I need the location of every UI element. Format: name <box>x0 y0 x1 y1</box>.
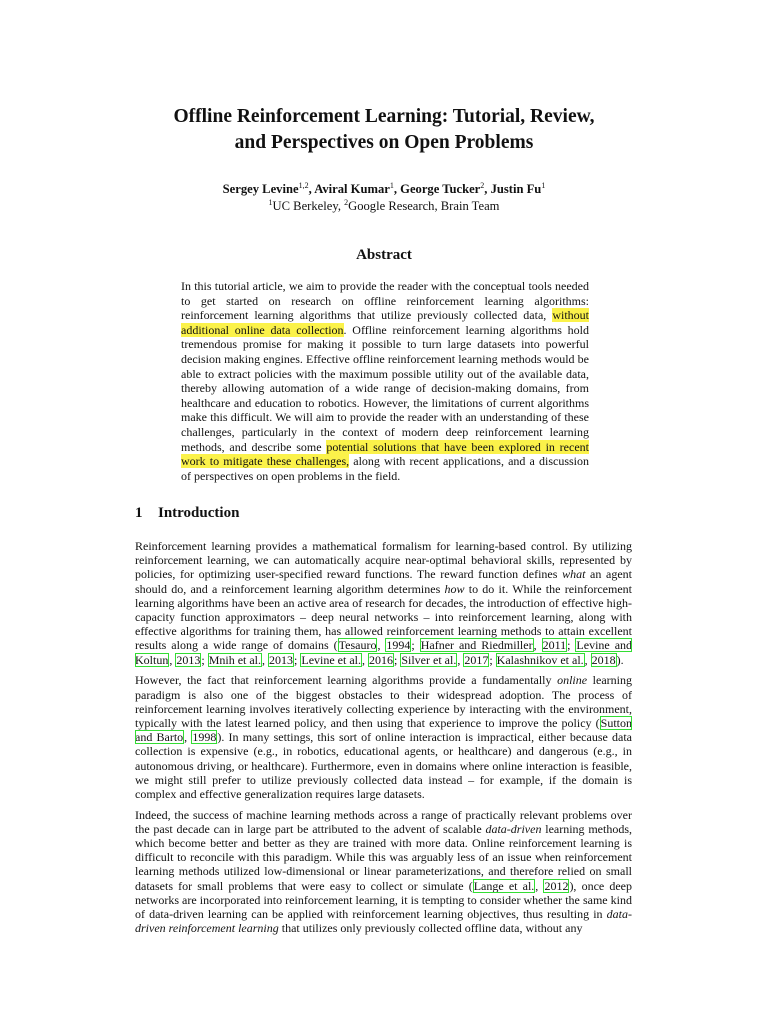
citation-link[interactable]: Levine and Koltun <box>135 638 633 667</box>
abstract-segment: along with recent applications, and a discussion of perspectives on open problems in the field. <box>181 454 589 483</box>
abstract-highlight: without additional online data collection <box>181 308 589 337</box>
affiliation-name: UC Berkeley <box>272 199 338 213</box>
citation-link[interactable]: 1994 <box>386 638 411 653</box>
emphasis: data-driven <box>485 821 542 836</box>
citation-link[interactable]: Kalashnikov et al. <box>496 652 584 667</box>
citation-link[interactable]: 1998 <box>192 730 217 745</box>
text-segment: ), once deep networks are incorporated into reinforcement learning, it is tempting to consider whether the same kind of data-driven learning can be applied with reinforcement learning objectives, thus resulting in <box>135 878 633 922</box>
author-affiliation-mark: 1 <box>541 180 546 190</box>
author-name: Sergey Levine <box>222 182 299 196</box>
text-segment: learning paradigm is also one of the biggest obstacles to their widespread adoption. The process of reinforcement learning involves iteratively collecting experience by interacting with the environment, typically with the latest learned policy, and then using that experience to improve the policy ( <box>135 673 632 730</box>
author-affiliation-mark: 1 <box>389 180 394 190</box>
author-affiliation-mark: 2 <box>480 180 485 190</box>
citation-link[interactable]: Silver et al. <box>401 652 457 667</box>
text-segment: to do it. While the reinforcement learning algorithms have been an active area of research for decades, the introduction of effective high-capacity function approximators – deep neural networks – into reinforcement learning, along with effective algorithms for training them, has allowed reinforcement learning methods to attain excellent results along a wide range of domains ( <box>135 581 632 653</box>
paragraph: However, the fact that reinforcement learning algorithms provide a fundamentally online learning paradigm is also one of the biggest obstacles to their widespread adoption. The process of reinforcement learning involves iteratively collecting experience by interacting with the environment, typically with the latest learned policy, and then using that experience to improve the policy (Sutton and Barto, 1998). In many settings, this sort of online interaction is impractical, either because data collection is expensive (e.g., in robotics, educational agents, or healthcare) and dangerous (e.g., in autonomous driving, or healthcare). Furthermore, even in domains where online interaction is feasible, we might still prefer to utilize previously collected data instead – for example, if the domain is complex and effective generalization requires large datasets. <box>135 673 632 801</box>
paragraph: Indeed, the success of machine learning methods across a range of practically relevant problems over the past decade can in large part be attributed to the advent of scalable data-driven learning methods, which become better and better as they are trained with more data. Online reinforcement learning is difficult to reconcile with this paradigm. While this was arguably less of an issue when reinforcement learning methods utilized low-dimensional or linear parameterizations, and therefore relied on small datasets for small problems that were easy to collect or simulate (Lange et al., 2012), once deep networks are incorporated into reinforcement learning, it is tempting to consider whether the same kind of data-driven learning can be applied with reinforcement learning objectives, thus resulting in data-driven reinforcement learning that utilizes only previously collected offline data, without any <box>135 807 633 936</box>
text-segment: However, the fact that reinforcement learning algorithms provide a fundamentally <box>135 673 558 688</box>
citation-link[interactable]: Hafner and Riedmiller <box>420 638 533 653</box>
emphasis: how <box>444 581 465 596</box>
citation-link[interactable]: Mnih et al. <box>208 652 262 667</box>
section-number: 1 <box>135 505 143 521</box>
abstract-text <box>181 279 589 483</box>
text-segment: an agent should do, and a reinforcement learning algorithm determines <box>135 567 632 596</box>
citation-link[interactable]: Lange et al. <box>473 878 535 893</box>
text-segment: Reinforcement learning provides a mathematical formalism for learning-based control. By utilizing reinforcement learning, we can automatically acquire near-optimal behavioral skills, represented by policies, for optimizing user-specified reward functions. The reward function defines <box>135 539 632 582</box>
affiliation-mark: 1 <box>268 197 273 207</box>
section-heading <box>135 505 239 522</box>
emphasis: online <box>557 673 588 688</box>
abstract-highlight: potential solutions that have been explored in recent work to mitigate these challenges, <box>181 439 589 469</box>
citation-link[interactable]: 2018 <box>591 652 616 667</box>
affiliation-mark: 2 <box>344 197 349 207</box>
author-name: Justin Fu <box>490 182 542 196</box>
citation-link[interactable]: 2017 <box>464 652 489 667</box>
affiliations: $^1$UC Berkeley, $^2$Google Research, Brain Team <box>268 197 500 213</box>
author-name: George Tucker <box>400 182 481 196</box>
abstract-heading: Abstract <box>356 247 412 263</box>
author-names: Sergey Levine$^{1,2}$, Aviral Kumar$^1$, George Tucker$^2$, Justin Fu$^1$ <box>222 180 546 196</box>
text-segment: that utilizes only previously collected offline data, without any <box>278 921 583 936</box>
author-block <box>80 181 688 215</box>
abstract-segment: . Offline reinforcement learning algorithms hold tremendous promise for making it possible to turn large datasets into powerful decision making engines. Effective offline reinforcement learning methods would be able to extract policies with the maximum possible utility out of the available data, thereby allowing automation of a wide range of decision-making domains, from healthcare and education to robotics. However, the limitations of current algorithms make this difficult. We will aim to provide the reader with an understanding of these challenges, particularly in the context of modern deep reinforcement learning methods, and describe some <box>181 322 589 454</box>
affiliation-name: Google Research, Brain Team <box>348 199 500 213</box>
text-segment: ). In many settings, this sort of online interaction is impractical, either because data collection is expensive (e.g., in robotics, educational agents, or healthcare) and dangerous (e.g., in autonomous driving, or healthcare). Furthermore, even in domains where online interaction is feasible, we might still prefer to utilize previously collected data instead – for example, if the domain is complex and effective generalization requires large datasets. <box>135 730 632 801</box>
abstract-segment: In this tutorial article, we aim to provide the reader with the conceptual tools needed to get started on research on offline reinforcement learning algorithms: reinforcement learning algorithms that utilize previously collected data, <box>181 279 589 323</box>
introduction-body <box>135 539 632 942</box>
citation-link[interactable]: 2013 <box>176 652 201 667</box>
citation-link[interactable]: Sutton and Barto <box>135 715 632 745</box>
citation-link[interactable]: 2012 <box>544 878 569 893</box>
citation-link[interactable]: Levine et al. <box>301 652 361 667</box>
author-affiliation-mark: 1,2 <box>298 180 309 190</box>
text-segment: ). <box>616 652 624 667</box>
section-title: Introduction <box>158 505 240 521</box>
title-line-1: Offline Reinforcement Learning: Tutorial, Review, <box>173 106 595 127</box>
citation-link[interactable]: 2016 <box>369 652 393 667</box>
paragraph: Reinforcement learning provides a mathematical formalism for learning-based control. By utilizing reinforcement learning, we can automatically acquire near-optimal behavioral skills, represented by policies, for optimizing user-specified reward functions. The reward function defines what an agent should do, and a reinforcement learning algorithm determines how to do it. While the reinforcement learning algorithms have been an active area of research for decades, the introduction of effective high-capacity function approximators – deep neural networks – into reinforcement learning, along with effective algorithms for training them, has allowed reinforcement learning methods to attain excellent results along a wide range of domains (Tesauro, 1994; Hafner and Riedmiller, 2011; Levine and Koltun, 2013; Mnih et al., 2013; Levine et al., 2016; Silver et al., 2017; Kalashnikov et al., 2018). <box>135 539 633 667</box>
citation-link[interactable]: 2011 <box>542 638 567 653</box>
text-segment: Indeed, the success of machine learning methods across a range of practically relevant problems over the past decade can in large part be attributed to the advent of scalable <box>135 807 632 836</box>
author-name: Aviral Kumar <box>314 182 390 196</box>
citation-link[interactable]: Tesauro <box>338 638 377 653</box>
emphasis: what <box>562 567 586 582</box>
citation-link[interactable]: 2013 <box>269 652 294 667</box>
title-line-2: and Perspectives on Open Problems <box>234 132 534 153</box>
emphasis: data-driven reinforcement learning <box>135 907 632 936</box>
text-segment: learning methods, which become better and better as they are trained with more data. Online reinforcement learning is difficult to reconcile with this paradigm. While this was arguably less of an issue when reinforcement learning methods utilized low-dimensional or linear parameterizations, and therefore relied on small datasets for small problems that were easy to collect or simulate ( <box>135 821 632 893</box>
paper-title <box>100 104 668 156</box>
